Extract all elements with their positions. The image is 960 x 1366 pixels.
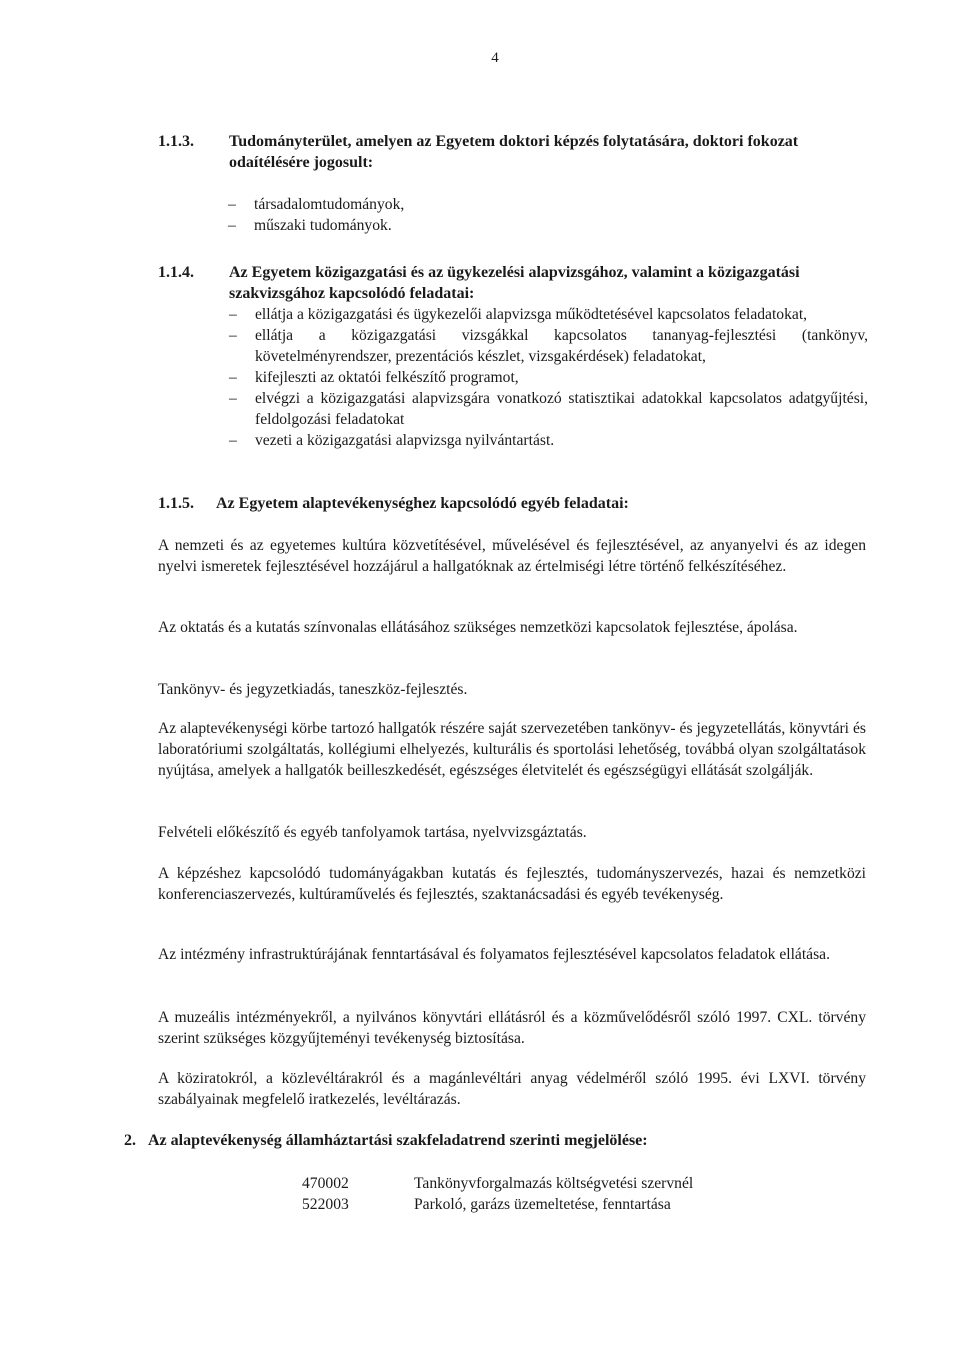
paragraph: A muzeális intézményekről, a nyilvános könyvtári ellátásról és a közművelődésről szóló 1997. CXL. törvény szerint szükséges közgyűjteményi tevékenység biztosítása. (158, 1009, 866, 1047)
section-title: Az Egyetem közigazgatási és az ügykezelési alapvizsgához, valamint a közigazgatási szakvizsgához kapcsolódó feladatai: (229, 264, 800, 302)
list-item: – elvégzi a közigazgatási alapvizsgára vonatkozó statisztikai adatokkal kapcsolatos adatgyűjtési, feldolgozási feladatokat (229, 388, 868, 430)
paragraph: A nemzeti és az egyetemes kultúra közvetítésével, művelésével és fejlesztésével, az anyanyelvi és az idegen nyelvi ismeretek fejlesztésével hozzájárul a hallgatóknak az értelmiségi létre történő felkészítéséhez. (158, 537, 866, 575)
section-number: 2. (124, 1132, 136, 1149)
section-1-1-4-list (229, 304, 868, 451)
section-number: 1.1.3. (158, 133, 194, 150)
code-description: Tankönyvforgalmazás költségvetési szervnél (414, 1175, 694, 1192)
section-1-1-3-heading (158, 131, 868, 171)
section-number: 1.1.5. (158, 495, 194, 512)
page-number: 4 (491, 50, 499, 66)
code-value: 522003 (302, 1196, 349, 1213)
paragraph: A köziratokról, a közlevéltárakról és a magánlevéltári anyag védelméről szóló 1995. évi LXVI. törvény szabályainak megfelelő iratkezelés, levéltárazás. (158, 1070, 866, 1108)
list-item: – társadalomtudományok, (228, 194, 868, 215)
paragraph: Az oktatás és a kutatás színvonalas ellátásához szükséges nemzetközi kapcsolatok fejlesztése, ápolása. (158, 619, 798, 636)
section-1-1-5-heading (158, 493, 868, 514)
list-item: – műszaki tudományok. (228, 215, 868, 236)
list-item: – ellátja a közigazgatási és ügykezelői alapvizsga működtetésével kapcsolatos feladatokat, (229, 304, 868, 325)
paragraph: Az intézmény infrastruktúrájának fenntartásával és folyamatos fejlesztésével kapcsolatos feladatok ellátása. (158, 946, 830, 963)
section-2-heading (124, 1130, 864, 1151)
paragraph: Az alaptevékenységi körbe tartozó hallgatók részére saját szervezetében tankönyv- és jegyzetellátás, könyvtári és laboratóriumi szolgáltatás, kollégiumi elhelyezés, kulturális és sportolási lehetőség, továbbá olyan szolgáltatások nyújtása, amelyek a hallgatók beilleszkedését, egészséges életvitelét és egészségügyi ellátását szolgálják. (158, 720, 866, 779)
list-item: – vezeti a közigazgatási alapvizsga nyilvántartást. (229, 430, 868, 451)
section-title: Az alaptevékenység államháztartási szakfeladatrend szerinti megjelölése: (148, 1132, 648, 1149)
list-item: – ellátja a közigazgatási vizsgákkal kapcsolatos tananyag-fejlesztési (tankönyv, követelményrendszer, prezentációs készlet, vizsgakérdések) feladatokat, (229, 325, 868, 367)
section-title: Az Egyetem alaptevékenységhez kapcsolódó egyéb feladatai: (216, 495, 629, 512)
section-1-1-3-list (228, 194, 868, 236)
code-description: Parkoló, garázs üzemeltetése, fenntartása (414, 1196, 671, 1213)
section-title: Tudományterület, amelyen az Egyetem doktori képzés folytatására, doktori fokozat odaítélésére jogosult: (229, 133, 799, 171)
code-value: 470002 (302, 1175, 349, 1192)
section-number: 1.1.4. (158, 264, 194, 281)
paragraph: Tankönyv- és jegyzetkiadás, taneszköz-fejlesztés. (158, 681, 468, 698)
section-1-1-4-heading (158, 262, 868, 302)
paragraph: A képzéshez kapcsolódó tudományágakban kutatás és fejlesztés, tudományszervezés, hazai és nemzetközi konferenciaszervezés, kultúraművelés és fejlesztés, szaktanácsadási és egyéb tevékenység. (158, 865, 866, 903)
paragraph: Felvételi előkészítő és egyéb tanfolyamok tartása, nyelvvizsgáztatás. (158, 824, 587, 841)
list-item: – kifejleszti az oktatói felkészítő programot, (229, 367, 868, 388)
